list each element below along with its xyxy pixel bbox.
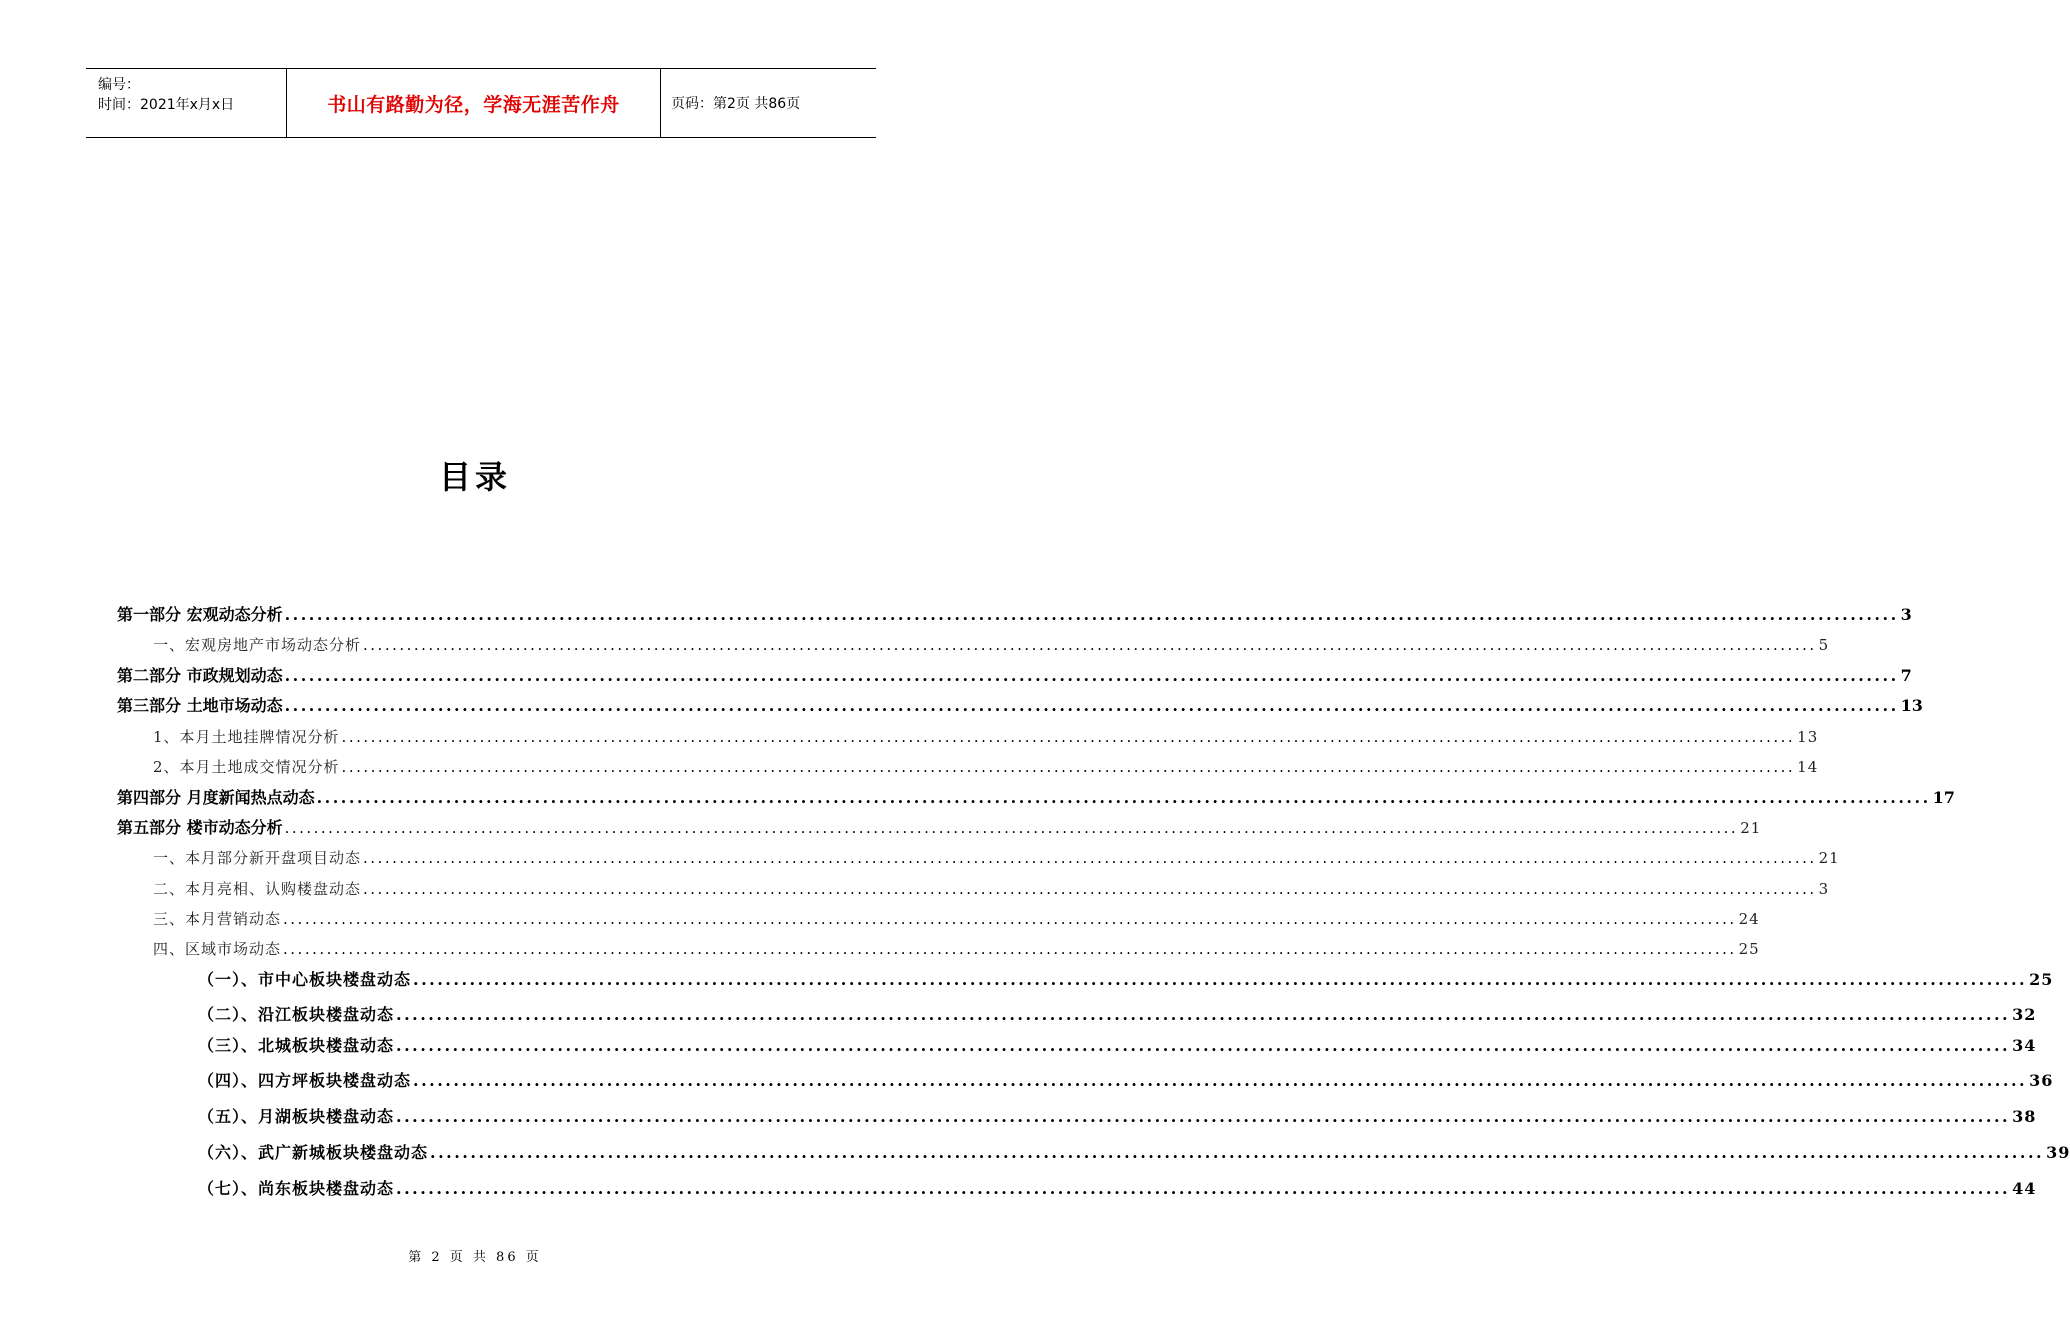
toc-entry[interactable] <box>198 1069 2054 1093</box>
toc-entry[interactable] <box>198 1105 2037 1129</box>
toc-leader-dots: ........................................................................................................................................................................................................ <box>363 849 1817 867</box>
toc-leader-dots: ........................................................................................................................................................................................................ <box>396 1036 2011 1055</box>
toc-leader-dots: ........................................................................................................................................................................................................ <box>341 758 1796 776</box>
toc-entry-label: 第一部分 宏观动态分析 <box>117 605 283 624</box>
toc-entry-label: （五）、月湖板块楼盘动态 <box>198 1107 395 1126</box>
toc-entry[interactable] <box>153 907 1760 931</box>
toc-entry[interactable] <box>198 1177 2037 1201</box>
toc-leader-dots: ........................................................................................................................................................................................................ <box>363 636 1817 654</box>
page-header <box>86 68 876 138</box>
toc-entry[interactable] <box>153 937 1760 961</box>
toc-leader-dots: ........................................................................................................................................................................................................ <box>396 1179 2011 1198</box>
toc-entry-page: 32 <box>2012 1005 2037 1024</box>
toc-entry-label: 1、本月土地挂牌情况分析 <box>153 728 340 746</box>
toc-entry-page: 7 <box>1900 666 1912 685</box>
toc-entry-page: 25 <box>1738 940 1760 958</box>
toc-leader-dots: ........................................................................................................................................................................................................ <box>283 910 1737 928</box>
toc-entry-page: 13 <box>1797 728 1819 746</box>
toc-entry-label: （六）、武广新城板块楼盘动态 <box>198 1143 429 1162</box>
toc-entry-page: 25 <box>2029 970 2054 989</box>
toc-entry[interactable] <box>153 725 1819 749</box>
toc-entry[interactable] <box>117 603 1912 627</box>
toc-entry[interactable] <box>198 1141 2070 1165</box>
toc-entry-label: 一、宏观房地产市场动态分析 <box>153 636 362 654</box>
toc-leader-dots: ........................................................................................................................................................................................................ <box>413 1071 2028 1090</box>
toc-entry-page: 14 <box>1797 758 1819 776</box>
toc-entry-label: 四、区域市场动态 <box>153 940 282 958</box>
toc-leader-dots: ........................................................................................................................................................................................................ <box>363 880 1817 898</box>
toc-leader-dots: ........................................................................................................................................................................................................ <box>341 728 1796 746</box>
toc-entry-label: 一、本月部分新开盘项目动态 <box>153 849 362 867</box>
toc-entry-label: 2、本月土地成交情况分析 <box>153 758 340 776</box>
toc-entry-page: 5 <box>1818 636 1830 654</box>
page-footer: 第 2 页 共 86 页 <box>408 1250 542 1265</box>
toc-entry-page: 17 <box>1932 788 1955 807</box>
toc-entry-page: 3 <box>1900 605 1912 624</box>
toc-entry[interactable] <box>198 1034 2037 1058</box>
toc-entry[interactable] <box>117 786 1955 810</box>
toc-entry-label: 第四部分 月度新闻热点动态 <box>117 788 315 807</box>
toc-entry-label: （七）、尚东板块楼盘动态 <box>198 1179 395 1198</box>
toc-leader-dots: ........................................................................................................................................................................................................ <box>284 666 1899 685</box>
doc-time-label: 时间：2021年x月x日 <box>98 97 235 113</box>
toc-entry[interactable] <box>153 846 1840 870</box>
toc-leader-dots: ........................................................................................................................................................................................................ <box>284 696 1899 715</box>
doc-number-label: 编号： <box>98 77 140 93</box>
toc-entry-page: 21 <box>1818 849 1840 867</box>
toc-leader-dots: ........................................................................................................................................................................................................ <box>396 1005 2011 1024</box>
toc-leader-dots: ........................................................................................................................................................................................................ <box>284 819 1739 837</box>
toc-entry-page: 3 <box>1818 880 1830 898</box>
toc-entry[interactable] <box>198 1003 2037 1027</box>
toc-leader-dots: ........................................................................................................................................................................................................ <box>283 940 1737 958</box>
toc-entry-page: 39 <box>2046 1143 2070 1162</box>
toc-entry[interactable] <box>153 877 1830 901</box>
toc-leader-dots: ........................................................................................................................................................................................................ <box>396 1107 2011 1126</box>
toc-leader-dots: ........................................................................................................................................................................................................ <box>284 605 1899 624</box>
toc-entry-label: （四）、四方坪板块楼盘动态 <box>198 1071 412 1090</box>
toc-entry-page: 34 <box>2012 1036 2037 1055</box>
toc-entry-label: 第三部分 土地市场动态 <box>117 696 283 715</box>
toc-entry-page: 21 <box>1740 819 1762 837</box>
toc-entry[interactable] <box>198 968 2054 992</box>
toc-entry-label: （二）、沿江板块楼盘动态 <box>198 1005 395 1024</box>
toc-entry[interactable] <box>117 694 1923 718</box>
header-left-cell <box>86 69 287 137</box>
header-motto: 书山有路勤为径，学海无涯苦作舟 <box>327 93 620 116</box>
toc-entry-label: 第五部分 楼市动态分析 <box>117 818 283 837</box>
header-motto-cell <box>287 69 661 137</box>
toc-entry-label: 三、本月营销动态 <box>153 910 282 928</box>
toc-leader-dots: ........................................................................................................................................................................................................ <box>316 788 1931 807</box>
toc-entry[interactable] <box>117 816 1762 840</box>
toc-leader-dots: ........................................................................................................................................................................................................ <box>430 1143 2045 1162</box>
toc-entry[interactable] <box>117 664 1912 688</box>
toc-entry-label: （一）、市中心板块楼盘动态 <box>198 970 412 989</box>
toc-title: 目录 <box>438 458 511 496</box>
toc-entry-page: 13 <box>1900 696 1923 715</box>
toc-entry-label: 第二部分 市政规划动态 <box>117 666 283 685</box>
header-page-info: 页码：第2页 共86页 <box>671 96 801 112</box>
toc-entry-label: （三）、北城板块楼盘动态 <box>198 1036 395 1055</box>
toc-entry[interactable] <box>153 755 1819 779</box>
toc-leader-dots: ........................................................................................................................................................................................................ <box>413 970 2028 989</box>
toc-entry-page: 44 <box>2012 1179 2037 1198</box>
toc-entry-label: 二、本月亮相、认购楼盘动态 <box>153 880 362 898</box>
toc-entry-page: 24 <box>1738 910 1760 928</box>
toc-entry-page: 38 <box>2012 1107 2037 1126</box>
toc-entry-page: 36 <box>2029 1071 2054 1090</box>
header-page-cell <box>661 69 876 137</box>
toc-entry[interactable] <box>153 633 1830 657</box>
